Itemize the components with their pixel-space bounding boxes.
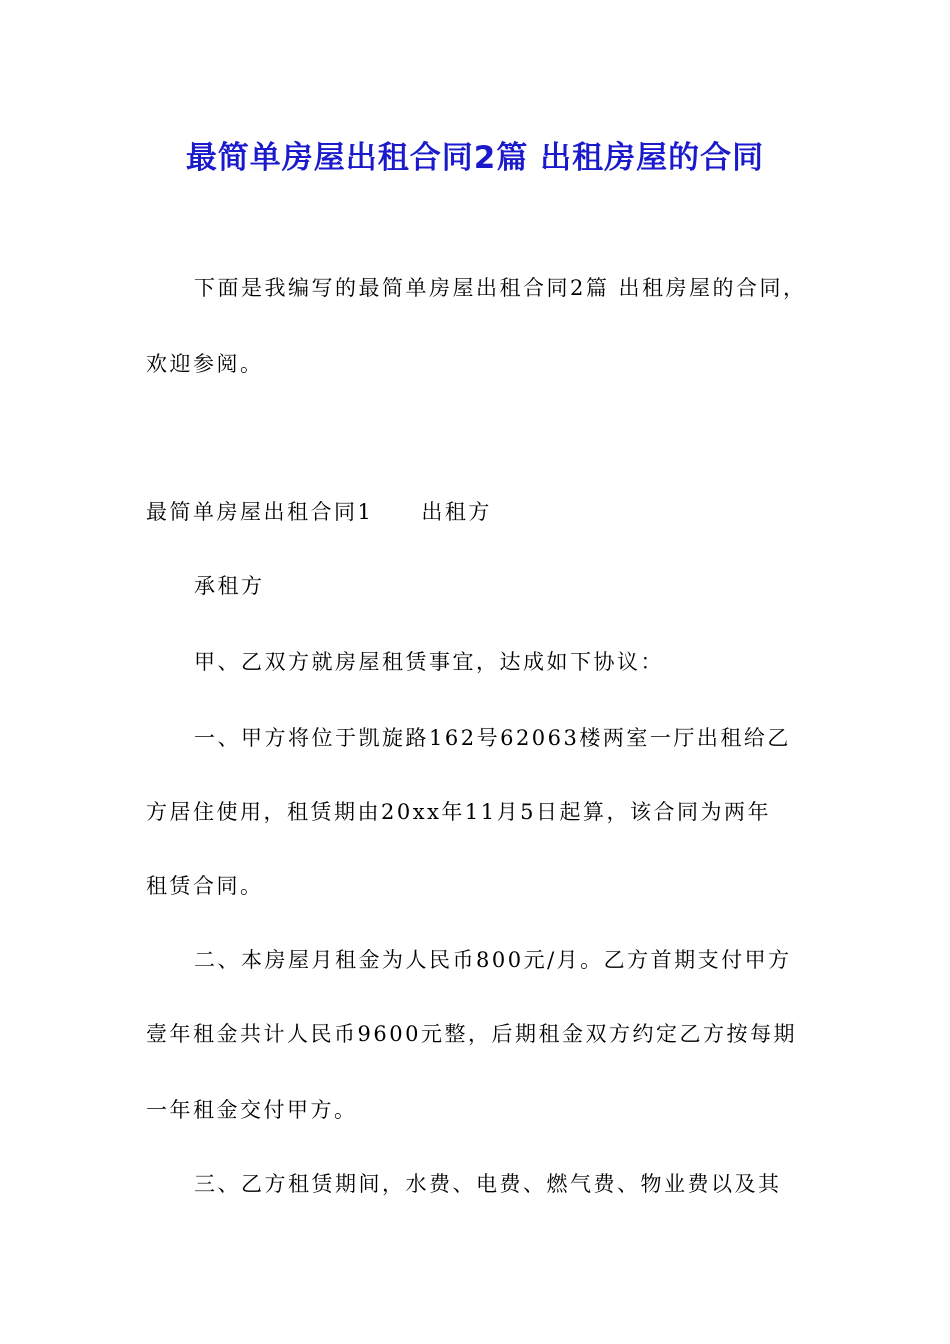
intro-line-1: 下面是我编写的最简单房屋出租合同2篇 出租房屋的合同， <box>194 276 807 300</box>
agreement-line: 甲、乙双方就房屋租赁事宜，达成如下协议： <box>194 650 664 674</box>
clause-1-line-2: 方居住使用，租赁期由20xx年11月5日起算，该合同为两年 <box>146 800 771 824</box>
document-title: 最简单房屋出租合同2篇 出租房屋的合同 <box>185 140 765 176</box>
lessor-label: 出租方 <box>421 500 492 524</box>
section-heading-row <box>146 496 492 526</box>
intro-line-2: 欢迎参阅。 <box>146 352 264 376</box>
clause-3-line-1: 三、乙方租赁期间，水费、电费、燃气费、物业费以及其 <box>194 1172 782 1196</box>
clause-1-line-3: 租赁合同。 <box>146 874 264 898</box>
lessee-label: 承租方 <box>194 574 265 598</box>
clause-2-line-1: 二、本房屋月租金为人民币800元/月。乙方首期支付甲方 <box>194 948 792 972</box>
clause-1-line-1: 一、甲方将位于凯旋路162号62063楼两室一厅出租给乙 <box>194 726 791 750</box>
clause-2-line-3: 一年租金交付甲方。 <box>146 1098 358 1122</box>
clause-2-line-2: 壹年租金共计人民币9600元整，后期租金双方约定乙方按每期 <box>146 1022 797 1046</box>
section-heading: 最简单房屋出租合同1 <box>146 500 374 524</box>
